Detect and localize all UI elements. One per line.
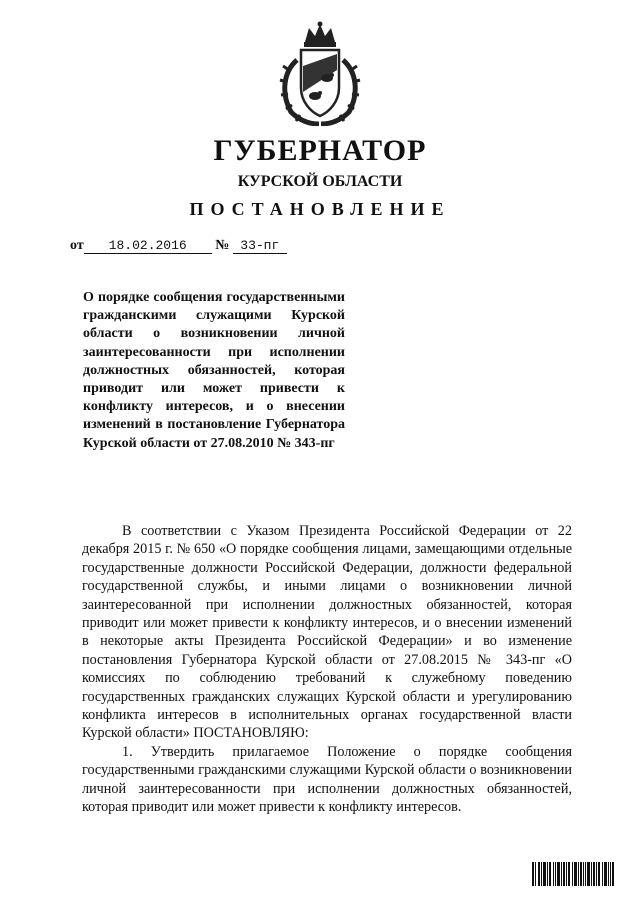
- document-region: КУРСКОЙ ОБЛАСТИ: [237, 173, 403, 190]
- document-date: 18.02.2016: [84, 238, 212, 254]
- document-body: [82, 522, 572, 817]
- document-authority-title: ГУБЕРНАТОР: [213, 134, 427, 167]
- body-paragraph: В соответствии с Указом Президента Российской Федерации от 22 декабря 2015 г. № 650 «О порядке сообщения лицами, замещающими отдельные государственные должности Российской Федерации, должности федеральной государственной службы, и иными лицами о возникновении личной заинтересованной при исполнении должностных обязанностей, которая приводит или может привести к конфликту интересов, и о внесении изменений в некоторые акты Президента Российской Федерации» и во изменение постановления Губернатора Курской области от 27.08.2015 № 343-пг «О комиссиях по соблюдению требований к служебному поведению государственных гражданских служащих Курской области и урегулированию конфликта интересов в исполнительных органах государственной власти Курской области» ПОСТАНОВЛЯЮ:: [82, 523, 572, 742]
- date-label: от: [70, 238, 84, 253]
- document-subject: О порядке сообщения государственными гражданскими служащими Курской области о возникновении личной заинтересованности при исполнении должностных обязанностей, которая приводит или может привести к конфликту интересов, и о внесении изменений в постановление Губернатора Курской области от 27.08.2010 № 343-пг: [83, 290, 345, 451]
- document-type-heading: ПОСТАНОВЛЕНИЕ: [189, 199, 451, 219]
- barcode-icon: [532, 862, 614, 886]
- number-label: №: [215, 238, 230, 253]
- document-dateline: [70, 238, 287, 254]
- body-paragraph: 1. Утвердить прилагаемое Положение о порядке сообщения государственными гражданскими служащими Курской области о возникновении личной заинтересованности при исполнении должностных обязанностей, которая приводит или может привести к конфликту интересов.: [82, 743, 572, 816]
- coat-of-arms-icon: [277, 20, 363, 126]
- document-number: 33-пг: [233, 238, 287, 254]
